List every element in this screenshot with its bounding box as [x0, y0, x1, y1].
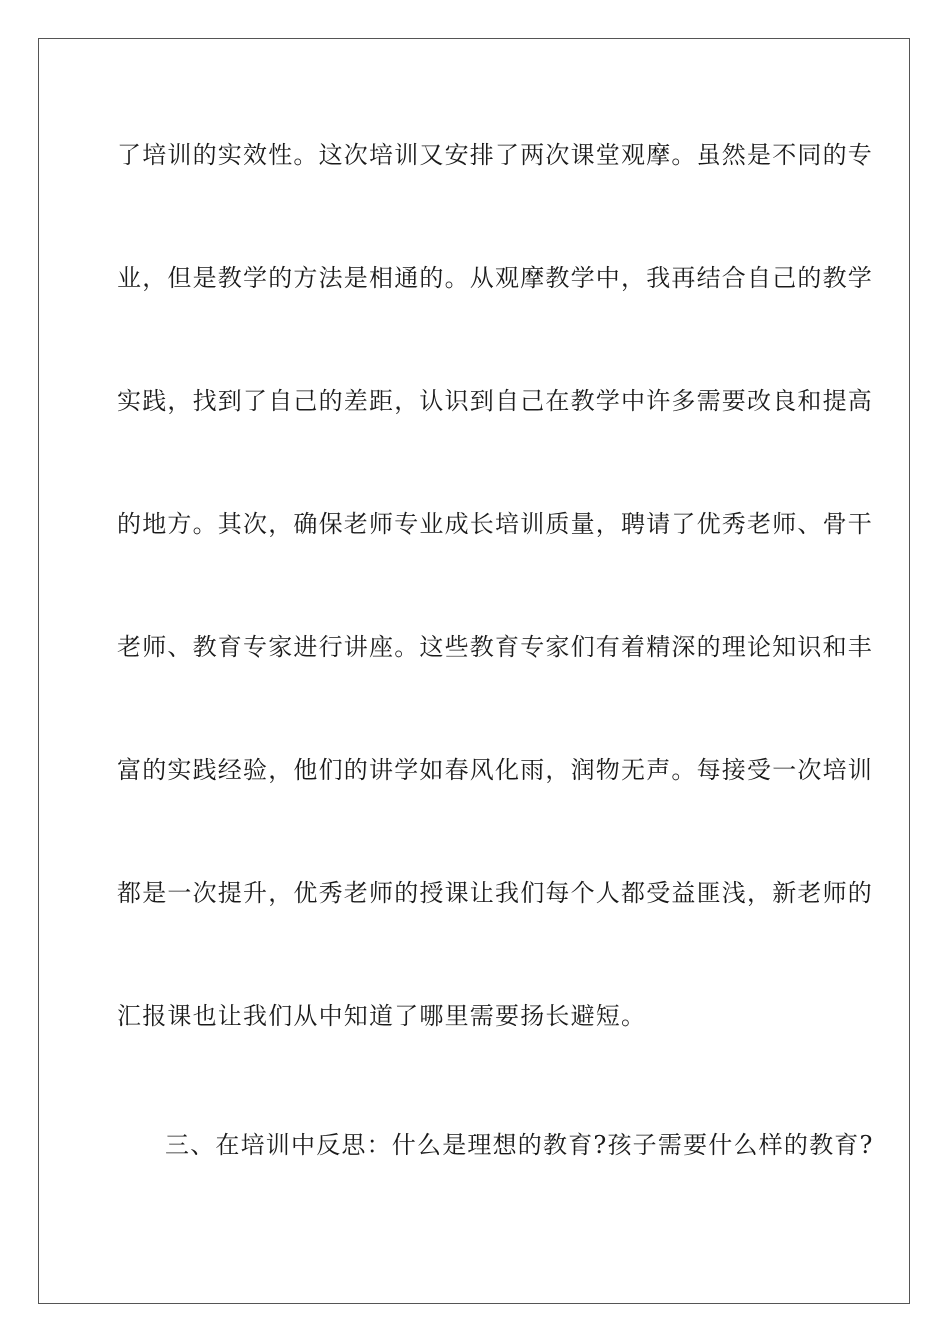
section-heading: 三、在培训中反思：什么是理想的教育?孩子需要什么样的教育? — [165, 1131, 874, 1159]
paragraph-line: 汇报课也让我们从中知道了哪里需要扬长避短。 — [117, 1002, 647, 1030]
paragraph-line: 业，但是教学的方法是相通的。从观摩教学中，我再结合自己的教学 — [117, 264, 873, 292]
paragraph-line: 老师、教育专家进行讲座。这些教育专家们有着精深的理论知识和丰 — [117, 633, 873, 661]
page-border — [38, 38, 910, 1304]
paragraph-line: 富的实践经验，他们的讲学如春风化雨，润物无声。每接受一次培训 — [117, 756, 873, 784]
paragraph-line: 实践，找到了自己的差距，认识到自己在教学中许多需要改良和提高 — [117, 387, 873, 415]
paragraph-line: 的地方。其次，确保老师专业成长培训质量，聘请了优秀老师、骨干 — [117, 510, 873, 538]
paragraph-line: 都是一次提升，优秀老师的授课让我们每个人都受益匪浅，新老师的 — [117, 879, 873, 907]
paragraph-line: 了培训的实效性。这次培训又安排了两次课堂观摩。虽然是不同的专 — [117, 141, 873, 169]
